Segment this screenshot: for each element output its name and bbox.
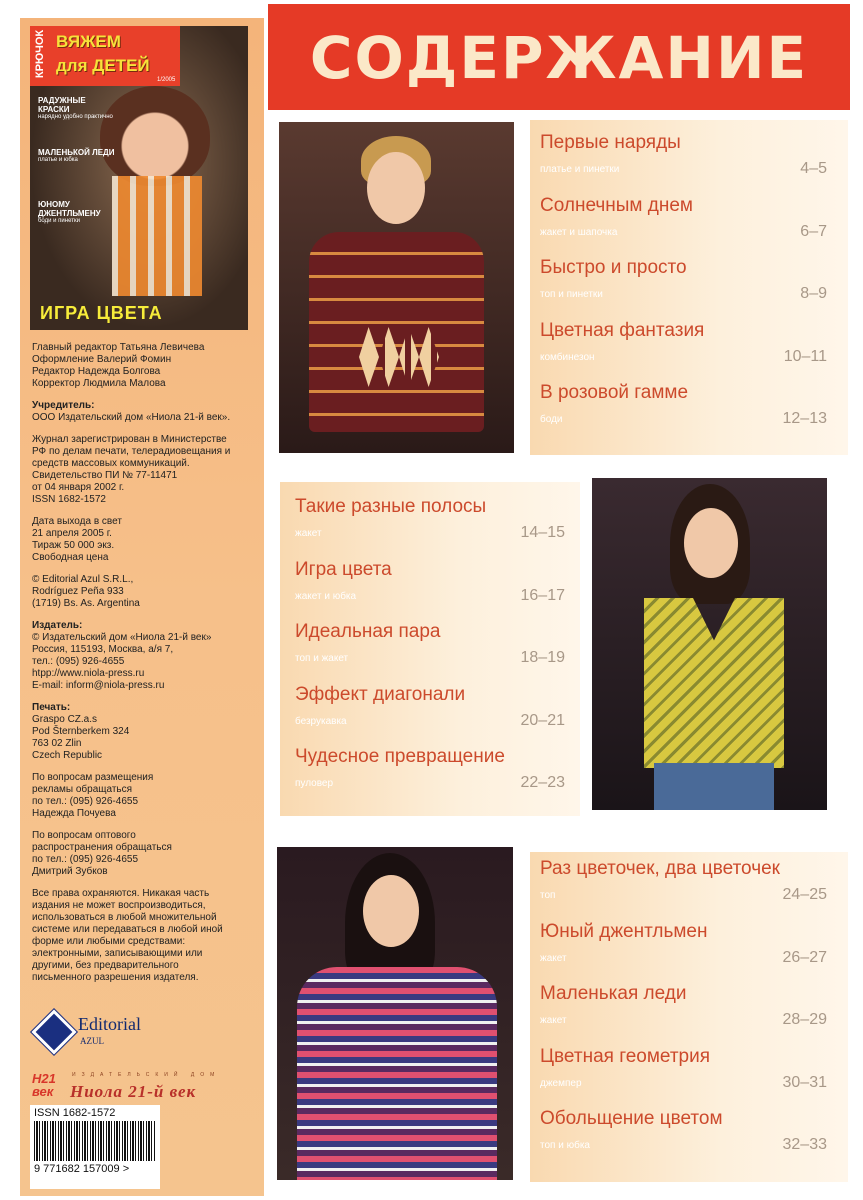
toc-item-pages: 32–33	[782, 1136, 827, 1153]
imprint-block	[32, 400, 262, 424]
toc-item-subtitle: жакет	[540, 1015, 567, 1026]
imprint-line: Главный редактор Татьяна Левичева	[32, 342, 205, 353]
imprint-line: По вопросам оптового	[32, 830, 136, 841]
imprint-heading: Издатель:	[32, 620, 83, 631]
toc-item[interactable]	[540, 314, 827, 377]
toc-item-pages: 8–9	[800, 285, 827, 302]
imprint-line: © Editorial Azul S.R.L.,	[32, 574, 134, 585]
toc-item-subtitle: джемпер	[540, 1077, 582, 1089]
toc-panel-3	[530, 852, 848, 1182]
imprint-line: 763 02 Zlin	[32, 738, 82, 749]
imprint-line: Тираж 50 000 экз.	[32, 540, 115, 551]
imprint-block	[32, 342, 262, 390]
imprint-line: средств массовых коммуникаций.	[32, 458, 190, 469]
imprint-line: Czech Republic	[32, 750, 103, 761]
barcode-bars	[34, 1121, 156, 1161]
imprint-line: © Издательский дом «Ниола 21-й век»	[32, 632, 212, 643]
imprint-text	[32, 342, 262, 994]
toc-item-pages: 24–25	[782, 886, 827, 903]
imprint-block	[32, 772, 262, 820]
editorial-logo-text: Editorial	[78, 1014, 141, 1034]
imprint-line: 21 апреля 2005 г.	[32, 528, 112, 539]
imprint-line: Pod Šternberkem 324	[32, 726, 130, 737]
toc-item[interactable]	[295, 490, 565, 553]
photo-boy-sweater	[279, 122, 514, 453]
imprint-line: Graspo CZ.a.s	[32, 714, 98, 725]
imprint-line: Россия, 115193, Москва, а/я 7,	[32, 644, 174, 655]
imprint-line: системе или передаваться в любой иной	[32, 924, 223, 935]
cover-issue: 1/2005	[157, 77, 176, 83]
imprint-line: Все права охраняются. Никакая часть	[32, 888, 210, 899]
toc-item-title: Обольщение цветом	[540, 1108, 723, 1129]
jeans	[654, 763, 774, 810]
toc-item-title: Идеальная пара	[295, 621, 441, 642]
girl-face	[363, 875, 419, 947]
toc-item-pages: 6–7	[800, 222, 827, 240]
toc-item-subtitle: топ	[540, 890, 556, 901]
barcode-issn: ISSN 1682-1572	[34, 1107, 116, 1119]
imprint-line: htpp://www.niola-press.ru	[32, 668, 145, 679]
imprint-line: форме или любыми средствами:	[32, 936, 186, 947]
cover-line	[38, 96, 118, 121]
toc-item[interactable]	[540, 915, 827, 978]
toc-item[interactable]	[295, 740, 565, 803]
imprint-line: Свидетельство ПИ № 77-11471	[32, 470, 178, 481]
cover-line-title: ЮНОМУ ДЖЕНТЛЬМЕНУ	[38, 200, 101, 218]
cover-title: ВЯЖЕМ для ДЕТЕЙ	[56, 32, 150, 75]
toc-item-subtitle: топ и жакет	[295, 653, 349, 664]
imprint-line: РФ по делам печати, телерадиовещания и	[32, 446, 231, 457]
imprint-line: распространения обращаться	[32, 842, 172, 853]
page-header	[268, 4, 850, 110]
cover-line-sub: нарядно удобно практично	[38, 114, 113, 120]
niola-logo-subtitle: ИЗДАТЕЛЬСКИЙ ДОМ	[72, 1072, 221, 1078]
imprint-line: Редактор Надежда Болгова	[32, 366, 161, 377]
imprint-line: Журнал зарегистрирован в Министерстве	[32, 434, 227, 445]
toc-item[interactable]	[540, 1040, 827, 1103]
toc-item-subtitle: комбинезон	[540, 351, 595, 363]
toc-item-subtitle: топ и юбка	[540, 1140, 590, 1151]
cover-photo-top	[112, 176, 202, 296]
imprint-line: письменного разрешения издателя.	[32, 972, 199, 983]
cover-line-sub: платье и юбка	[38, 157, 78, 163]
toc-item-title: Маленькая леди	[540, 983, 687, 1004]
imprint-line: E-mail: inform@niola-press.ru	[32, 680, 165, 691]
barcode-number: 9 771682 157009 >	[34, 1163, 130, 1175]
imprint-block	[32, 516, 262, 564]
niola-logo	[30, 1068, 270, 1108]
toc-item-title: Первые наряды	[540, 132, 681, 153]
imprint-heading: Печать:	[32, 702, 71, 713]
toc-item-subtitle: пуловер	[295, 778, 334, 789]
toc-list	[540, 126, 827, 439]
imprint-block	[32, 888, 262, 984]
toc-list	[295, 490, 565, 803]
imprint-line: от 04 января 2002 г.	[32, 482, 125, 493]
toc-item[interactable]	[540, 251, 827, 314]
toc-item-subtitle: топ и пинетки	[540, 289, 603, 300]
imprint-line: Корректор Людмила Малова	[32, 378, 166, 389]
toc-panel-1	[530, 120, 848, 455]
imprint-line: Надежда Почуева	[32, 808, 116, 819]
boy-sweater	[309, 232, 484, 432]
toc-item-subtitle: жакет	[540, 952, 567, 964]
toc-item-title: Цветная геометрия	[540, 1045, 711, 1067]
toc-list	[540, 852, 827, 1165]
cover-line	[38, 200, 118, 225]
toc-item-title: Эффект диагонали	[295, 683, 466, 705]
cover-masthead	[30, 26, 180, 86]
toc-item-pages: 26–27	[782, 948, 827, 966]
toc-item-title: Игра цвета	[295, 558, 392, 580]
toc-item-pages: 4–5	[800, 160, 827, 177]
toc-item-title: Чудесное превращение	[295, 746, 505, 767]
toc-panel-2	[280, 482, 580, 816]
toc-item-title: Раз цветочек, два цветочек	[540, 858, 780, 879]
toc-item-title: В розовой гамме	[540, 382, 689, 403]
toc-item-title: Юный джентльмен	[540, 920, 708, 942]
toc-item-subtitle: безрукавка	[295, 715, 347, 727]
toc-item-subtitle: боди	[540, 414, 563, 425]
toc-item-title: Быстро и просто	[540, 257, 687, 278]
toc-item[interactable]	[540, 376, 827, 439]
imprint-line: Оформление Валерий Фомин	[32, 354, 172, 365]
cover-line	[38, 148, 118, 164]
imprint-block	[32, 434, 262, 506]
cover-line-title: МАЛЕНЬКОЙ ЛЕДИ	[38, 148, 115, 157]
imprint-line: ISSN 1682-1572	[32, 494, 106, 505]
page-title: СОДЕРЖАНИЕ	[309, 24, 809, 92]
toc-item-title: Такие разные полосы	[295, 496, 487, 517]
cover-thumbnail	[30, 26, 248, 330]
toc-item-title: Солнечным днем	[540, 194, 693, 216]
toc-item-pages: 22–23	[520, 774, 565, 791]
imprint-line: (1719) Bs. As. Argentina	[32, 598, 140, 609]
toc-item-subtitle: жакет и шапочка	[540, 226, 618, 238]
toc-item[interactable]	[295, 678, 565, 741]
toc-item-subtitle: жакет	[295, 528, 322, 539]
toc-item-pages: 18–19	[520, 649, 565, 666]
toc-item[interactable]	[540, 852, 827, 915]
toc-item[interactable]	[540, 1102, 827, 1165]
imprint-line: другими, без предварительного	[32, 960, 179, 971]
toc-item-pages: 30–31	[782, 1073, 827, 1091]
barcode	[30, 1105, 160, 1189]
imprint-line: использоваться в любой множительной	[32, 912, 217, 923]
yellow-vest	[644, 598, 784, 768]
toc-item[interactable]	[540, 126, 827, 189]
imprint-block	[32, 830, 262, 878]
imprint-line: ООО Издательский дом «Ниола 21-й век».	[32, 412, 231, 423]
imprint-line: по тел.: (095) 926-4655	[32, 796, 139, 807]
imprint-line: Rodríguez Peña 933	[32, 586, 124, 597]
boy-face	[367, 152, 425, 224]
imprint-heading: Учредитель:	[32, 400, 95, 411]
imprint-line: по тел.: (095) 926-4655	[32, 854, 139, 865]
toc-item-pages: 12–13	[782, 410, 827, 427]
toc-item-pages: 20–21	[520, 711, 565, 729]
azul-logo-text: AZUL	[80, 1036, 104, 1046]
imprint-line: рекламы обращаться	[32, 784, 133, 795]
imprint-block	[32, 702, 262, 762]
toc-item-subtitle: жакет и юбка	[295, 590, 357, 602]
niola-logo-text: Ниола 21-й век	[70, 1082, 197, 1101]
photo-girl-yellow-vest	[592, 478, 827, 810]
cover-series: КРЮЧОК	[34, 29, 47, 79]
cover-line-sub: боди и пинетки	[38, 218, 80, 224]
toc-item-subtitle: платье и пинетки	[540, 164, 620, 175]
niola-logo-icon: Н21 век	[32, 1071, 56, 1099]
toc-item[interactable]	[295, 615, 565, 678]
toc-item-pages: 14–15	[520, 524, 565, 541]
imprint-line: Дмитрий Зубков	[32, 866, 108, 877]
editorial-azul-logo-icon	[31, 1009, 76, 1054]
toc-item[interactable]	[540, 977, 827, 1040]
imprint-line: Свободная цена	[32, 552, 109, 563]
toc-item-pages: 16–17	[520, 586, 565, 604]
imprint-block	[32, 620, 262, 692]
imprint-column	[20, 18, 264, 1196]
girl-face	[684, 508, 738, 578]
toc-item[interactable]	[295, 553, 565, 616]
imprint-line: тел.: (095) 926-4655	[32, 656, 125, 667]
striped-cardigan	[297, 967, 497, 1180]
imprint-line: Дата выхода в свет	[32, 516, 122, 527]
toc-item-title: Цветная фантазия	[540, 319, 705, 341]
cover-line-title: РАДУЖНЫЕ КРАСКИ	[38, 96, 86, 114]
imprint-block	[32, 574, 262, 610]
imprint-line: электронными, записывающими или	[32, 948, 203, 959]
imprint-line: издания не может воспроизводиться,	[32, 900, 206, 911]
toc-item-pages: 10–11	[783, 347, 827, 365]
toc-item[interactable]	[540, 189, 827, 252]
imprint-line: По вопросам размещения	[32, 772, 154, 783]
cover-headline: ИГРА ЦВЕТА	[40, 303, 163, 323]
photo-girl-striped-cardigan	[277, 847, 513, 1180]
toc-item-pages: 28–29	[782, 1011, 827, 1028]
